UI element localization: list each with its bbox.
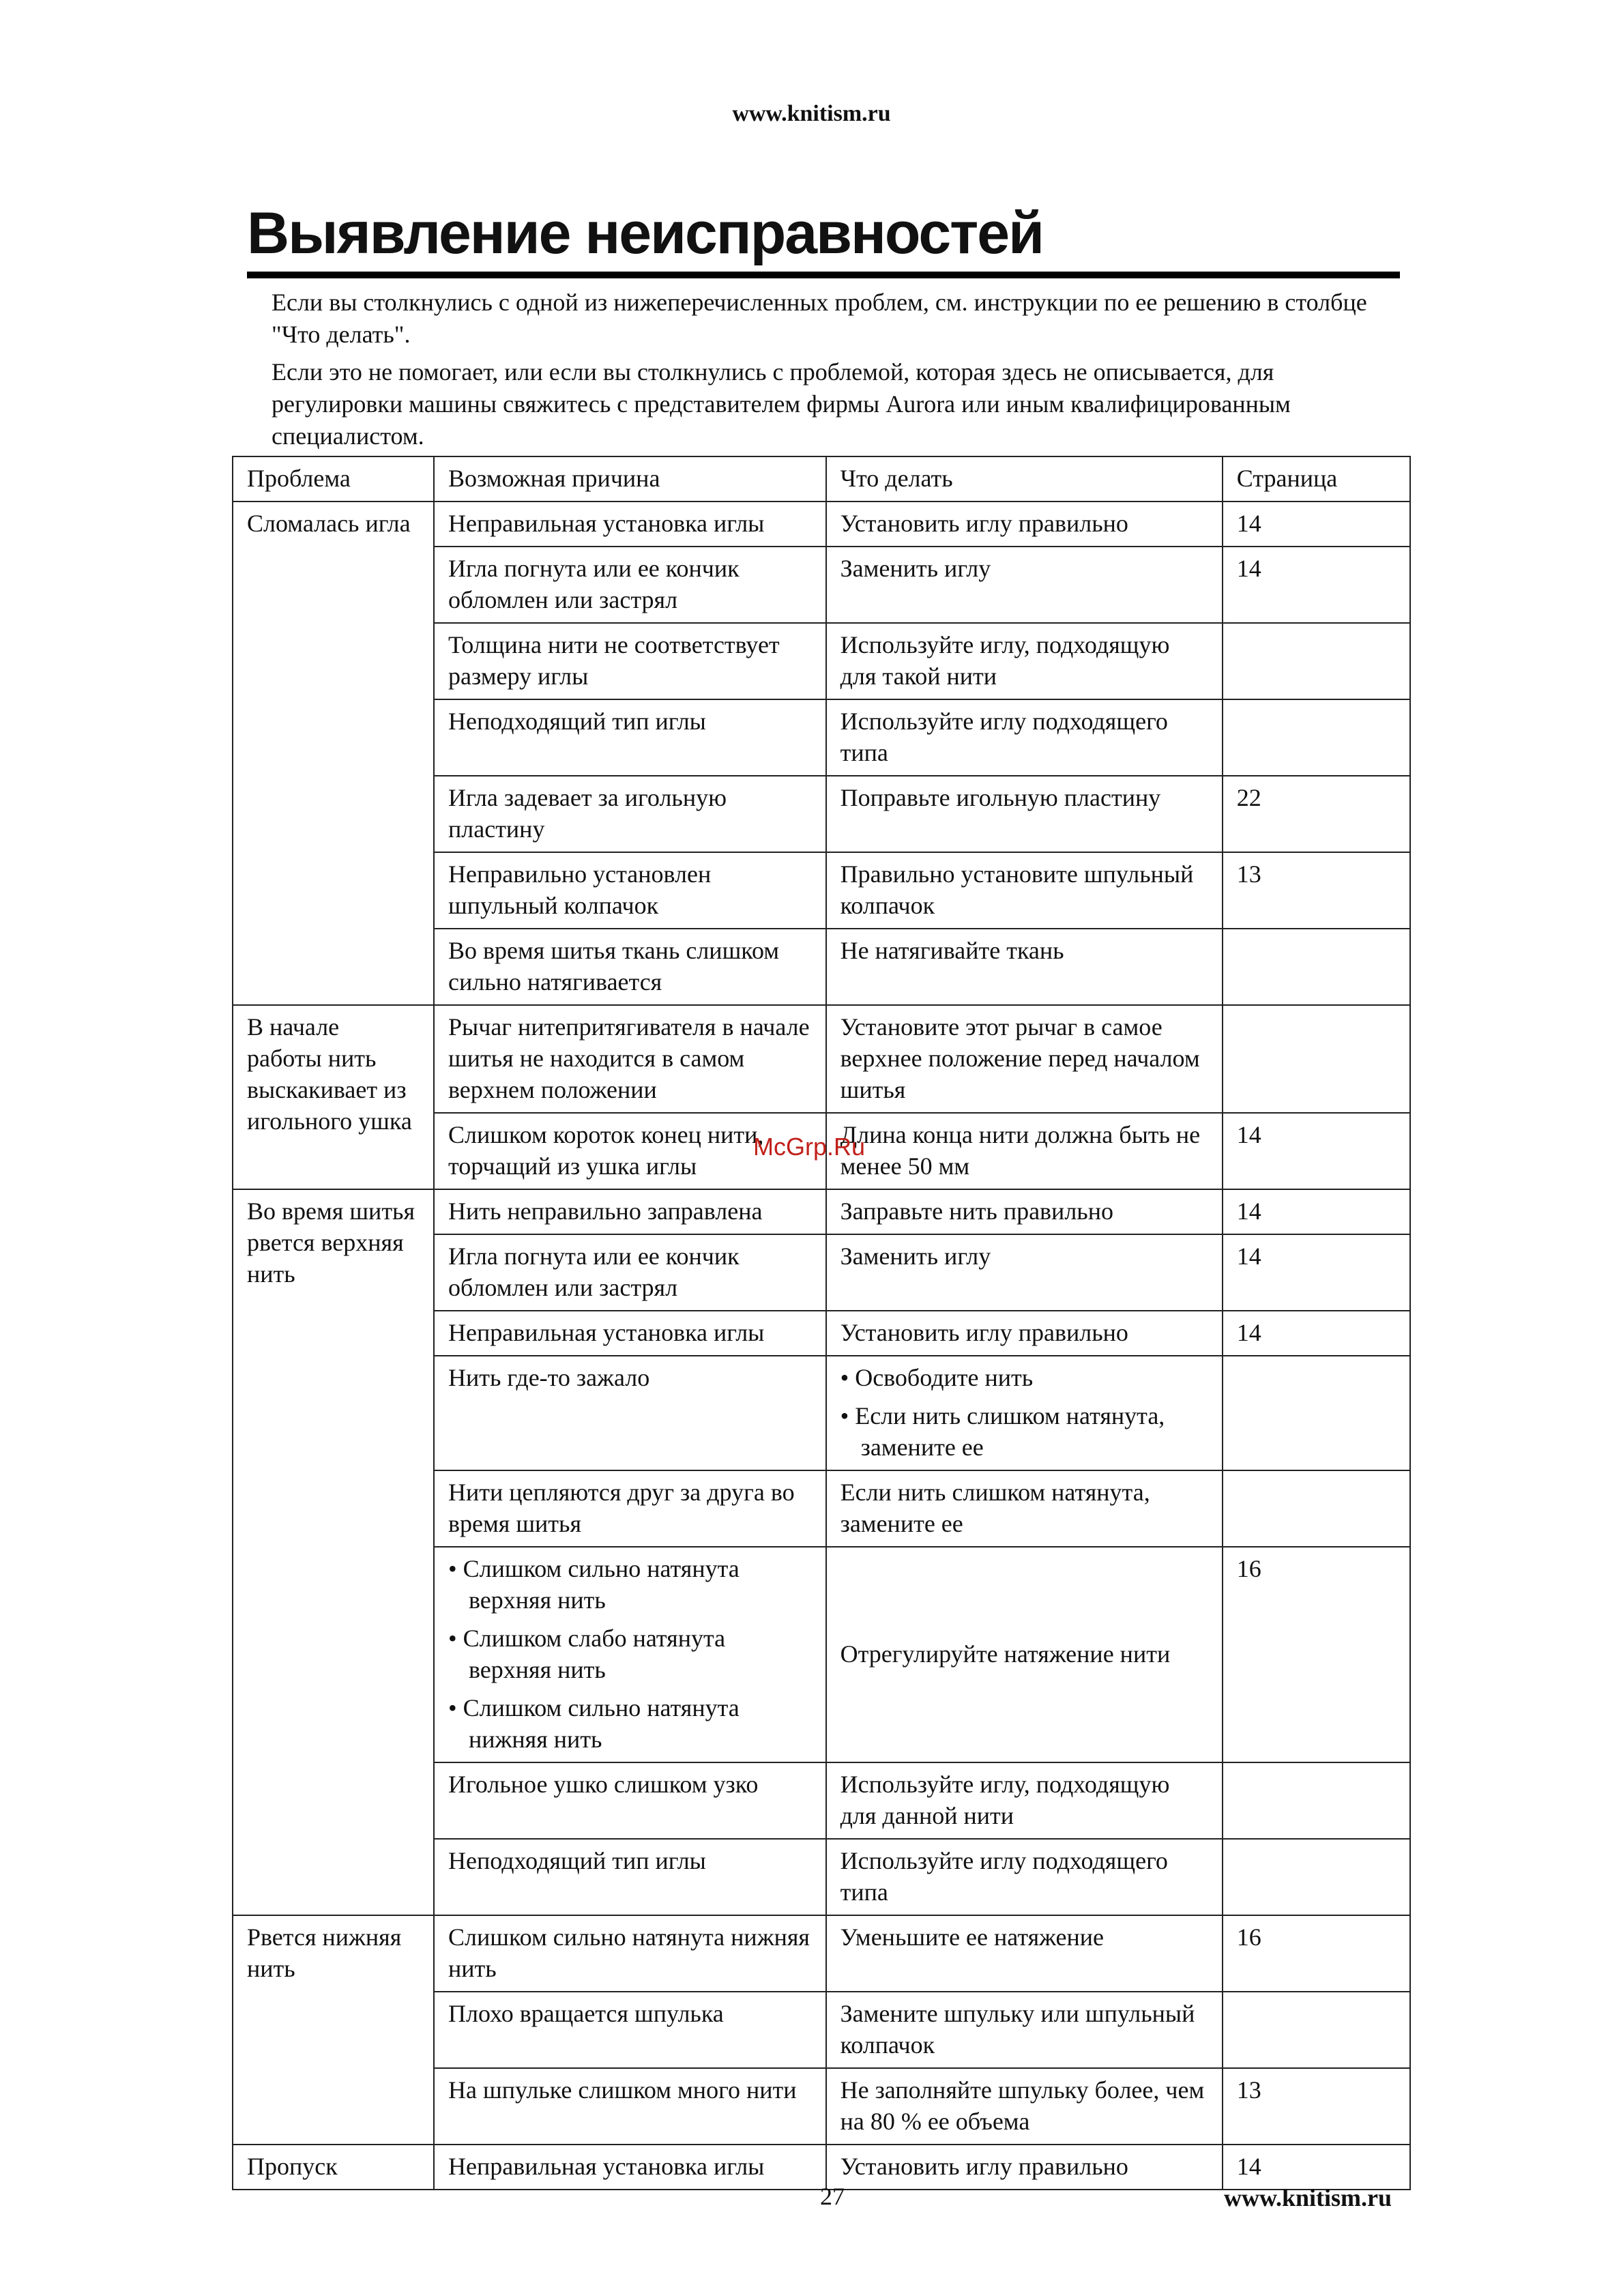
page-cell <box>1223 929 1410 1005</box>
cause-cell <box>434 1547 826 1762</box>
action-cell: Заправьте нить правильно <box>826 1189 1223 1234</box>
cause-cell: Игла задевает за игольную пластину <box>434 776 826 852</box>
cause-cell: Неправильная установка иглы <box>434 2145 826 2190</box>
intro-paragraph: Если это не помогает, или если вы столкнулись с проблемой, которая здесь не описывается, для регулировки машины свяжитесь с представителем фирмы Aurora или иным квалифицированным специалистом. <box>272 358 1291 450</box>
page-cell <box>1223 1992 1410 2068</box>
action-cell: Поправьте игольную пластину <box>826 776 1223 852</box>
action-cell: Используйте иглу подходящего типа <box>826 1839 1223 1915</box>
cause-cell: Нить неправильно заправлена <box>434 1189 826 1234</box>
cause-cell: Игла погнута или ее кончик обломлен или застрял <box>434 547 826 623</box>
page-cell: 22 <box>1223 776 1410 852</box>
page-cell: 14 <box>1223 1311 1410 1356</box>
cause-cell: Плохо вращается шпулька <box>434 1992 826 2068</box>
cause-cell: Игольное ушко слишком узко <box>434 1762 826 1839</box>
header-row <box>233 456 1410 502</box>
action-cell: Замените шпульку или шпульный колпачок <box>826 1992 1223 2068</box>
cause-cell: Неправильная установка иглы <box>434 502 826 547</box>
column-header-problem: Проблема <box>233 456 434 502</box>
cause-cell: Нить где-то зажало <box>434 1356 826 1470</box>
column-header-cause: Возможная причина <box>434 456 826 502</box>
action-cell: Используйте иглу, подходящую для данной нити <box>826 1762 1223 1839</box>
page-cell <box>1223 1839 1410 1915</box>
page-cell: 13 <box>1223 2068 1410 2145</box>
page-cell: 14 <box>1223 1113 1410 1189</box>
bullet-item: • Слишком сильно натянута нижняя нить <box>448 1694 740 1753</box>
header-site: www.knitism.ru <box>732 101 891 126</box>
intro <box>272 287 1404 458</box>
column-header-page: Страница <box>1223 456 1410 502</box>
action-cell: Установить иглу правильно <box>826 502 1223 547</box>
cause-cell: Неправильно установлен шпульный колпачок <box>434 852 826 929</box>
page-cell: 14 <box>1223 1234 1410 1311</box>
table-row <box>233 1189 1410 1234</box>
cause-cell: Игла погнута или ее кончик обломлен или застрял <box>434 1234 826 1311</box>
cause-cell: На шпульке слишком много нити <box>434 2068 826 2145</box>
page-cell <box>1223 1762 1410 1839</box>
page-cell <box>1223 1470 1410 1547</box>
page-cell: 14 <box>1223 502 1410 547</box>
action-cell: Используйте иглу подходящего типа <box>826 699 1223 776</box>
action-cell: Установить иглу правильно <box>826 2145 1223 2190</box>
table-row <box>233 1915 1410 1992</box>
problem-cell: Пропуск <box>233 2145 434 2190</box>
page-cell <box>1223 623 1410 699</box>
action-cell: Не натягивайте ткань <box>826 929 1223 1005</box>
cause-cell: Во время шитья ткань слишком сильно натягивается <box>434 929 826 1005</box>
title-rule <box>247 272 1400 278</box>
cause-cell: Слишком короток конец нити, торчащий из ушка иглы <box>434 1113 826 1189</box>
cause-cell: Неподходящий тип иглы <box>434 1839 826 1915</box>
cause-cell: Рычаг нитепритягивателя в начале шитья не находится в самом верхнем положении <box>434 1005 826 1113</box>
cause-cell: Толщина нити не соответствует размеру иглы <box>434 623 826 699</box>
page-cell <box>1223 1356 1410 1470</box>
action-cell: Не заполняйте шпульку более, чем на 80 % ее объема <box>826 2068 1223 2145</box>
problem-cell: Во время шитья рвется верхняя нить <box>233 1189 434 1915</box>
page-cell: 14 <box>1223 1189 1410 1234</box>
cause-cell: Неправильная установка иглы <box>434 1311 826 1356</box>
page-title: Выявление неисправностей <box>247 201 1043 266</box>
table-row <box>233 502 1410 547</box>
cause-cell: Неподходящий тип иглы <box>434 699 826 776</box>
page-number: 27 <box>820 2183 845 2210</box>
action-cell: Установить иглу правильно <box>826 1311 1223 1356</box>
page-cell: 13 <box>1223 852 1410 929</box>
column-header-action: Что делать <box>826 456 1223 502</box>
table-body <box>233 456 1410 2190</box>
page-cell: 16 <box>1223 1915 1410 1992</box>
cause-cell: Нити цепляются друг за друга во время шитья <box>434 1470 826 1547</box>
page-cell: 16 <box>1223 1547 1410 1762</box>
action-cell: Правильно установите шпульный колпачок <box>826 852 1223 929</box>
action-cell: Используйте иглу, подходящую для такой нити <box>826 623 1223 699</box>
problem-cell: Рвется нижняя нить <box>233 1915 434 2145</box>
intro-paragraph: Если вы столкнулись с одной из нижеперечисленных проблем, см. инструкции по ее решению в столбце "Что делать". <box>272 289 1367 348</box>
problem-cell: В начале работы нить выскакивает из игольного ушка <box>233 1005 434 1189</box>
bullet-item: • Слишком слабо натянута верхняя нить <box>448 1625 726 1683</box>
cause-cell: Слишком сильно натянута нижняя нить <box>434 1915 826 1992</box>
bullet-item: • Если нить слишком натянута, замените ее <box>840 1402 1165 1461</box>
action-cell: Длина конца нити должна быть не менее 50 мм <box>826 1113 1223 1189</box>
page-cell <box>1223 1005 1410 1113</box>
action-cell: Заменить иглу <box>826 1234 1223 1311</box>
action-cell: Уменьшите ее натяжение <box>826 1915 1223 1992</box>
action-cell: Если нить слишком натянута, замените ее <box>826 1470 1223 1547</box>
bullet-item: • Освободите нить <box>840 1364 1034 1391</box>
bullet-item: • Слишком сильно натянута верхняя нить <box>448 1555 740 1614</box>
action-cell: Заменить иглу <box>826 547 1223 623</box>
table-row <box>233 1005 1410 1113</box>
footer-site: www.knitism.ru <box>1223 2184 1392 2211</box>
action-cell: Установите этот рычаг в самое верхнее положение перед началом шитья <box>826 1005 1223 1113</box>
action-cell <box>826 1356 1223 1470</box>
page-cell: 14 <box>1223 547 1410 623</box>
page-cell <box>1223 699 1410 776</box>
troubleshooting-table <box>232 456 1411 2190</box>
page-cell: 14 <box>1223 2145 1410 2190</box>
action-cell: Отрегулируйте натяжение нити <box>826 1547 1223 1762</box>
problem-cell: Сломалась игла <box>233 502 434 1005</box>
watermark: McGrp.Ru <box>753 1133 866 1161</box>
